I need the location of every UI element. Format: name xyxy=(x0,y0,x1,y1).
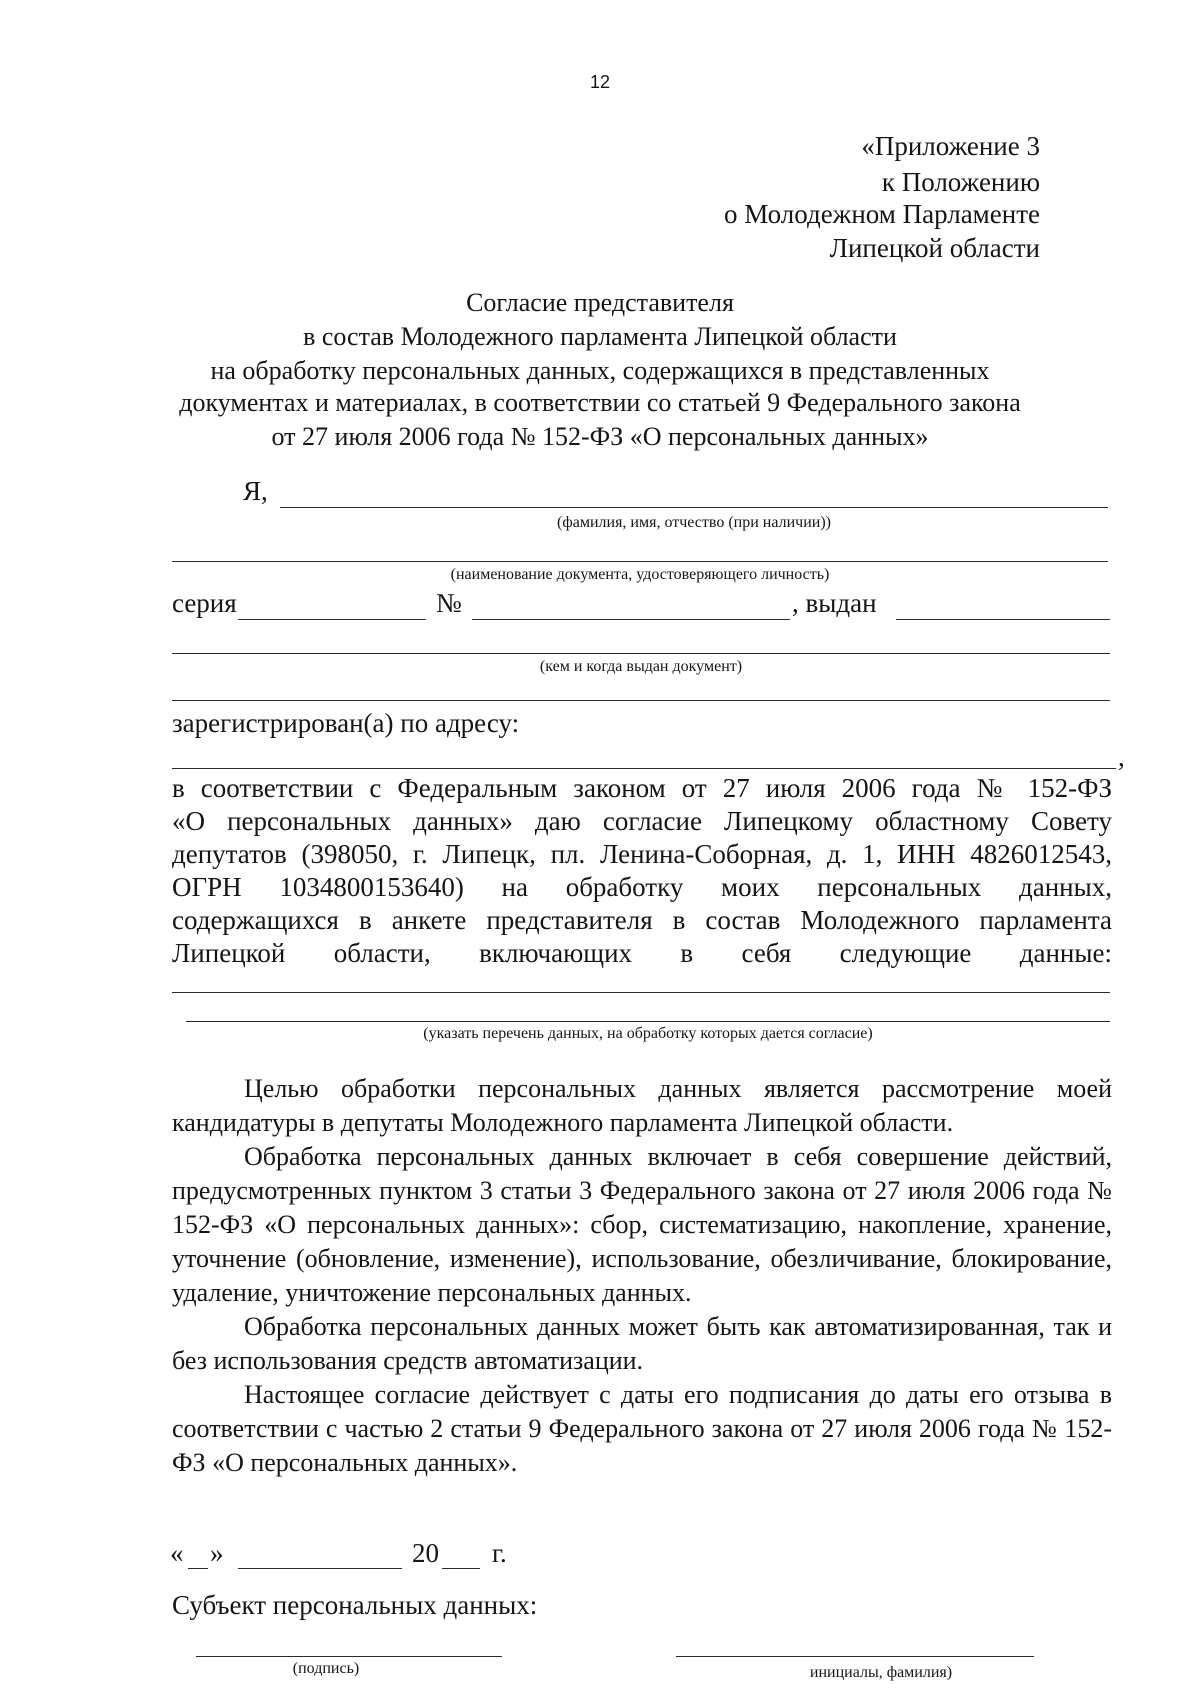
data-list-caption: (указать перечень данных, на обработку которых дается согласие) xyxy=(423,1025,873,1042)
title-line-3: на обработку персональных данных, содержащихся в представленных xyxy=(210,356,990,385)
signature-field[interactable] xyxy=(196,1656,502,1657)
address-label: зарегистрирован(а) по адресу: xyxy=(172,708,520,738)
appendix-line-1: «Приложение 3 xyxy=(861,131,1040,161)
issued-field[interactable] xyxy=(896,619,1110,620)
page-number: 12 xyxy=(589,72,611,92)
appendix-line-4: Липецкой области xyxy=(829,233,1040,263)
title-line-4: документах и материалах, в соответствии со статьей 9 Федерального закона xyxy=(179,388,1021,417)
address-comma: , xyxy=(1118,742,1125,772)
date-year-prefix: 20 xyxy=(412,1538,439,1568)
subject-label: Субъект персональных данных: xyxy=(172,1590,538,1620)
ya-label: Я, xyxy=(243,476,268,506)
address-field[interactable] xyxy=(172,768,1116,769)
date-year-field[interactable] xyxy=(442,1568,480,1569)
initials-caption: инициалы, фамилия) xyxy=(809,1664,953,1681)
id-document-caption: (наименование документа, удостоверяющего личность) xyxy=(450,566,830,583)
body-text xyxy=(172,1072,1112,1480)
paragraph-methods: Обработка персональных данных может быть как автоматизированная, так и без использования средств автоматизации. xyxy=(172,1312,1112,1375)
initials-field[interactable] xyxy=(676,1656,1034,1657)
appendix-line-2: к Положению xyxy=(881,167,1040,197)
date-close-quote: » xyxy=(210,1538,224,1568)
series-label: серия xyxy=(172,588,237,618)
title-line-2: в состав Молодежного парламента Липецкой области xyxy=(303,322,897,351)
paragraph-validity: Настоящее согласие действует с даты его подписания до даты его отзыва в соответствии с частью 2 статьи 9 Федерального закона от 27 июля 2006 года № 152-ФЗ «О персональных данных». xyxy=(172,1380,1112,1477)
paragraph-purpose: Целью обработки персональных данных является рассмотрение моей кандидатуры в депутаты Молодежного парламента Липецкой области. xyxy=(172,1074,1112,1137)
consent-line-2: «О персональных данных» даю согласие Липецкому областному Совету xyxy=(172,806,1112,836)
appendix-line-3: о Молодежном Парламенте xyxy=(724,199,1040,229)
consent-line-1: в соответствии с Федеральным законом от 27 июля 2006 года № 152-ФЗ xyxy=(172,773,1112,803)
issued-label: , выдан xyxy=(792,588,877,618)
paragraph-actions: Обработка персональных данных включает в себя совершение действий, предусмотренных пунктом 3 статьи 3 Федерального закона от 27 июля 2006 года № 152-ФЗ «О персональных данных»: сбор, систематизацию, накопление, хранение, уточнение (обновление, изменение), использование, обезличивание, блокирование, удаление, уничтожение персональных данных. xyxy=(172,1142,1112,1307)
issued-by-field-2[interactable] xyxy=(172,700,1110,701)
date-open-quote: « xyxy=(170,1538,184,1568)
fio-field[interactable] xyxy=(280,507,1108,508)
consent-paragraph xyxy=(172,772,1112,970)
date-month-field[interactable] xyxy=(238,1568,402,1569)
fio-caption: (фамилия, имя, отчество (при наличии)) xyxy=(557,514,831,531)
signature-caption: (подпись) xyxy=(292,1660,360,1677)
number-field[interactable] xyxy=(472,619,790,620)
consent-line-4: ОГРН 1034800153640) на обработку моих персональных данных, xyxy=(172,872,1112,902)
issued-by-caption: (кем и когда выдан документ) xyxy=(539,658,743,675)
consent-line-5: содержащихся в анкете представителя в состав Молодежного парламента xyxy=(172,905,1112,935)
date-day-field[interactable] xyxy=(188,1568,208,1569)
id-document-field[interactable] xyxy=(172,561,1108,562)
title-line-5: от 27 июля 2006 года № 152-ФЗ «О персональных данных» xyxy=(271,422,929,451)
series-field[interactable] xyxy=(238,619,426,620)
consent-line-3: депутатов (398050, г. Липецк, пл. Ленина-Соборная, д. 1, ИНН 4826012543, xyxy=(172,839,1112,869)
issued-by-field[interactable] xyxy=(172,653,1110,654)
consent-line-6: Липецкой области, включающих в себя следующие данные: xyxy=(172,938,1112,968)
title-line-1: Согласие представителя xyxy=(466,288,734,317)
data-list-field[interactable] xyxy=(172,992,1110,993)
date-year-suffix: г. xyxy=(492,1538,507,1568)
data-list-field-2[interactable] xyxy=(186,1021,1110,1022)
number-label: № xyxy=(436,588,462,618)
